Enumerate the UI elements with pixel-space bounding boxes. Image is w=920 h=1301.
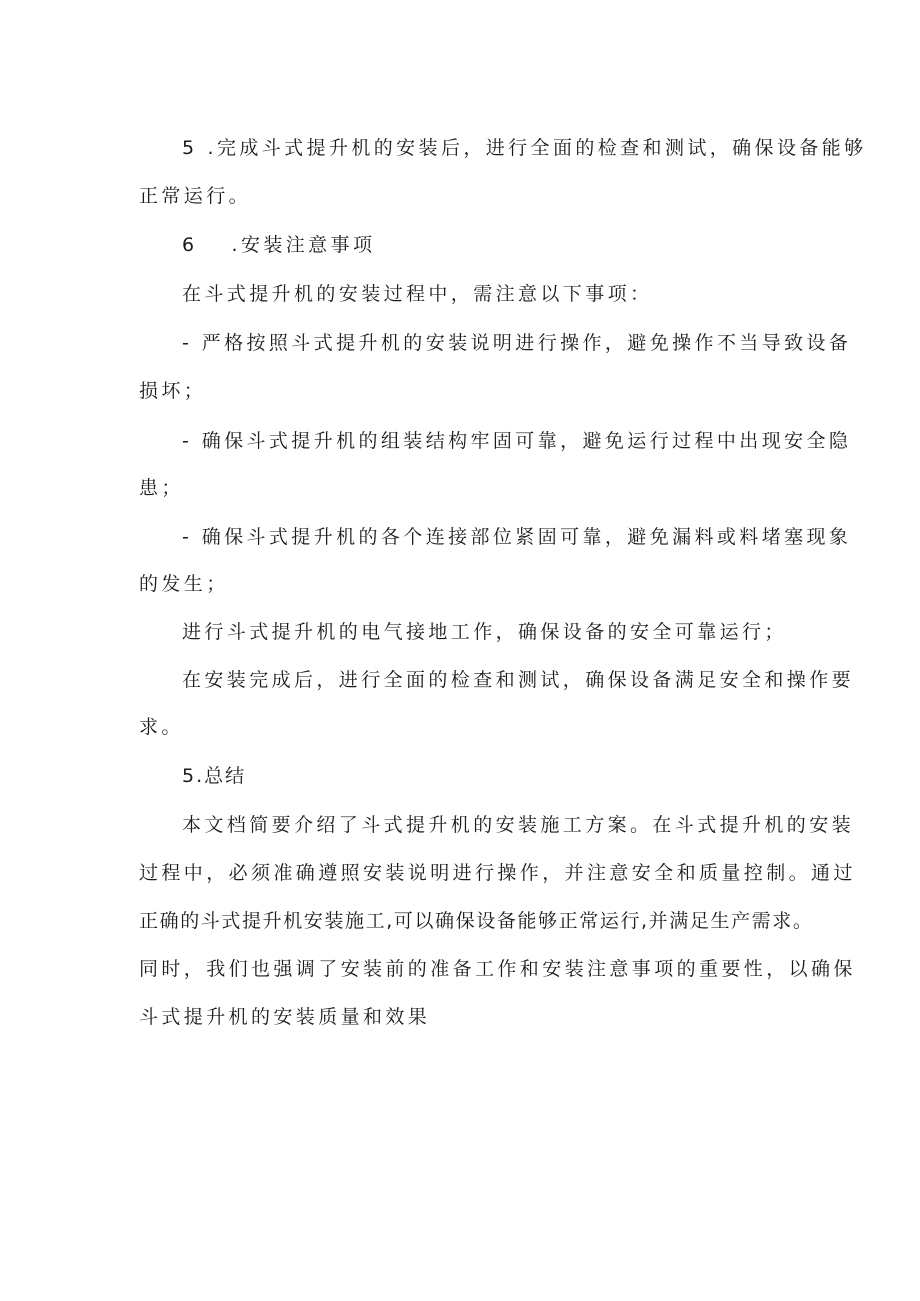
check-paragraph-line-1: 在安装完成后，进行全面的检查和测试，确保设备满足安全和操作要 [182,669,855,691]
check-paragraph-line-2: 求。 [139,716,184,738]
item-5-number: 5 [182,137,198,159]
section-6-number: 6 [182,234,198,256]
summary-line-2: 过程中，必须准确遵照安装说明进行操作，并注意安全和质量控制。通过 [139,862,856,884]
bullet-2-line-1: - 确保斗式提升机的组装结构牢固可靠，避免运行过程中出现安全隐 [182,430,852,452]
bullet-1-line-1: - 严格按照斗式提升机的安装说明进行操作，避免操作不当导致设备 [182,332,852,354]
item-5-line-2: 正常运行。 [139,185,252,207]
summary-heading: 5.总结 [182,765,247,787]
bullet-1-line-2: 损坏； [139,380,207,402]
bullet-3-line-2: 的发生； [139,573,229,595]
section-6-title: .安装注意事项 [231,234,376,256]
item-5-text: .完成斗式提升机的安装后，进行全面的检查和测试，确保设备能够 [207,137,867,159]
section-6-heading [182,233,375,257]
item-5-line-1 [182,136,867,160]
summary-line-5: 斗式提升机的安装质量和效果 [139,1006,431,1028]
summary-line-3: 正确的斗式提升机安装施工,可以确保设备能够正常运行,并满足生产需求。 [139,910,814,932]
summary-line-4: 同时，我们也强调了安装前的准备工作和安装注意事项的重要性，以确保 [139,958,856,980]
bullet-2-line-2: 患； [139,477,184,499]
precautions-intro: 在斗式提升机的安装过程中，需注意以下事项： [182,283,653,305]
grounding-paragraph: 进行斗式提升机的电气接地工作，确保设备的安全可靠运行； [182,621,787,643]
bullet-3-line-1: - 确保斗式提升机的各个连接部位紧固可靠，避免漏料或料堵塞现象 [182,526,852,548]
summary-line-1: 本文档简要介绍了斗式提升机的安装施工方案。在斗式提升机的安装 [182,814,855,836]
